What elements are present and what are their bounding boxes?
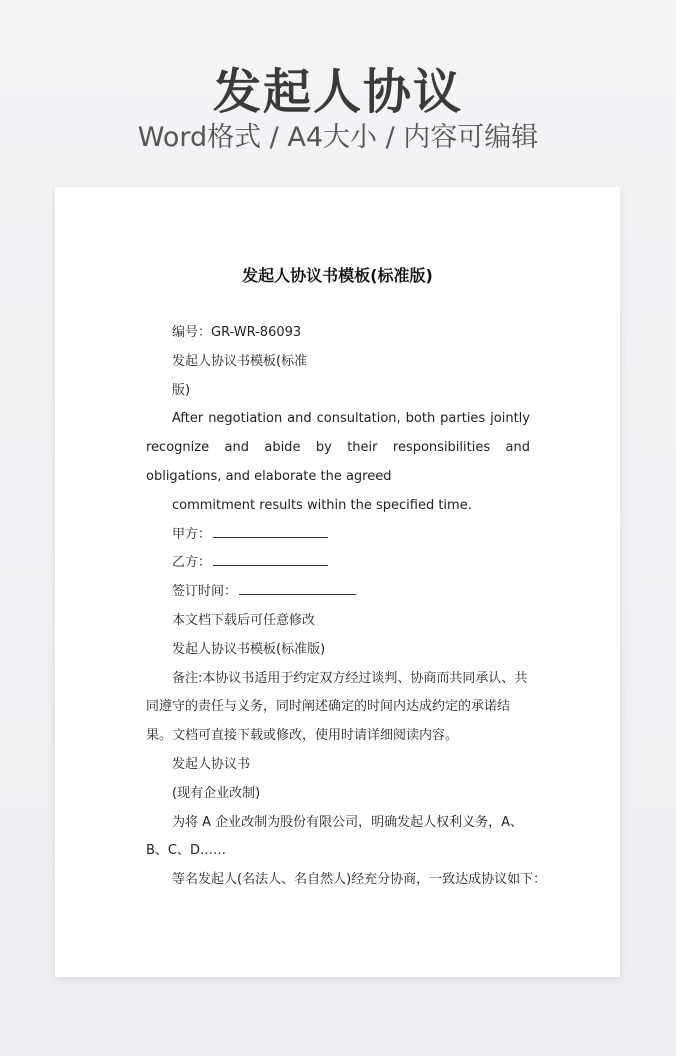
sign-time-label: 签订时间：	[172, 584, 238, 600]
document-title: 发起人协议书模板(标准版)	[242, 266, 433, 285]
editable-note: 本文档下载后可任意修改	[172, 612, 316, 628]
sign-time-blank	[239, 593, 356, 595]
document-code: 编号：GR-WR-86093	[172, 325, 302, 340]
english-paragraph: After negotiation and consultation, both parties jointly recognize and abide by their responsibilities and obligations, and elaborate the agreed	[146, 411, 530, 484]
purpose-paragraph: 为将 A 企业改制为股份有限公司，明确发起人权利义务，A、B、C、D……	[146, 814, 524, 859]
document-name-line2: 版)	[172, 382, 191, 398]
document-name-line1: 发起人协议书模板(标准	[172, 353, 308, 369]
section-title: 发起人协议书	[172, 756, 251, 772]
banner-subtitle: Word格式 / A4大小 / 内容可编辑	[137, 122, 539, 153]
party-a-blank	[213, 536, 328, 538]
party-b-label: 乙方：	[172, 555, 212, 571]
section-subtitle: (现有企业改制)	[172, 785, 261, 801]
agreement-paragraph: 等名发起人(名法人、名自然人)经充分协商，一致达成协议如下：	[172, 872, 547, 888]
party-a-line	[146, 521, 530, 550]
sign-time-line	[146, 578, 530, 607]
document-page	[55, 187, 620, 977]
banner-title: 发起人协议	[212, 64, 463, 120]
english-paragraph-continued: commitment results within the specified time.	[172, 497, 472, 513]
document-body	[146, 319, 547, 895]
remark-paragraph: 备注:本协议书适用于约定双方经过谈判、协商而共同承认、共同遵守的责任与义务，同时阐述确定的时间内达成约定的承诺结果。文档可直接下载或修改，使用时请详细阅读内容。	[146, 670, 528, 744]
party-b-blank	[213, 564, 328, 566]
party-b-line	[146, 549, 530, 578]
party-a-label: 甲方：	[172, 526, 212, 542]
repeat-title: 发起人协议书模板(标准版)	[172, 641, 326, 657]
